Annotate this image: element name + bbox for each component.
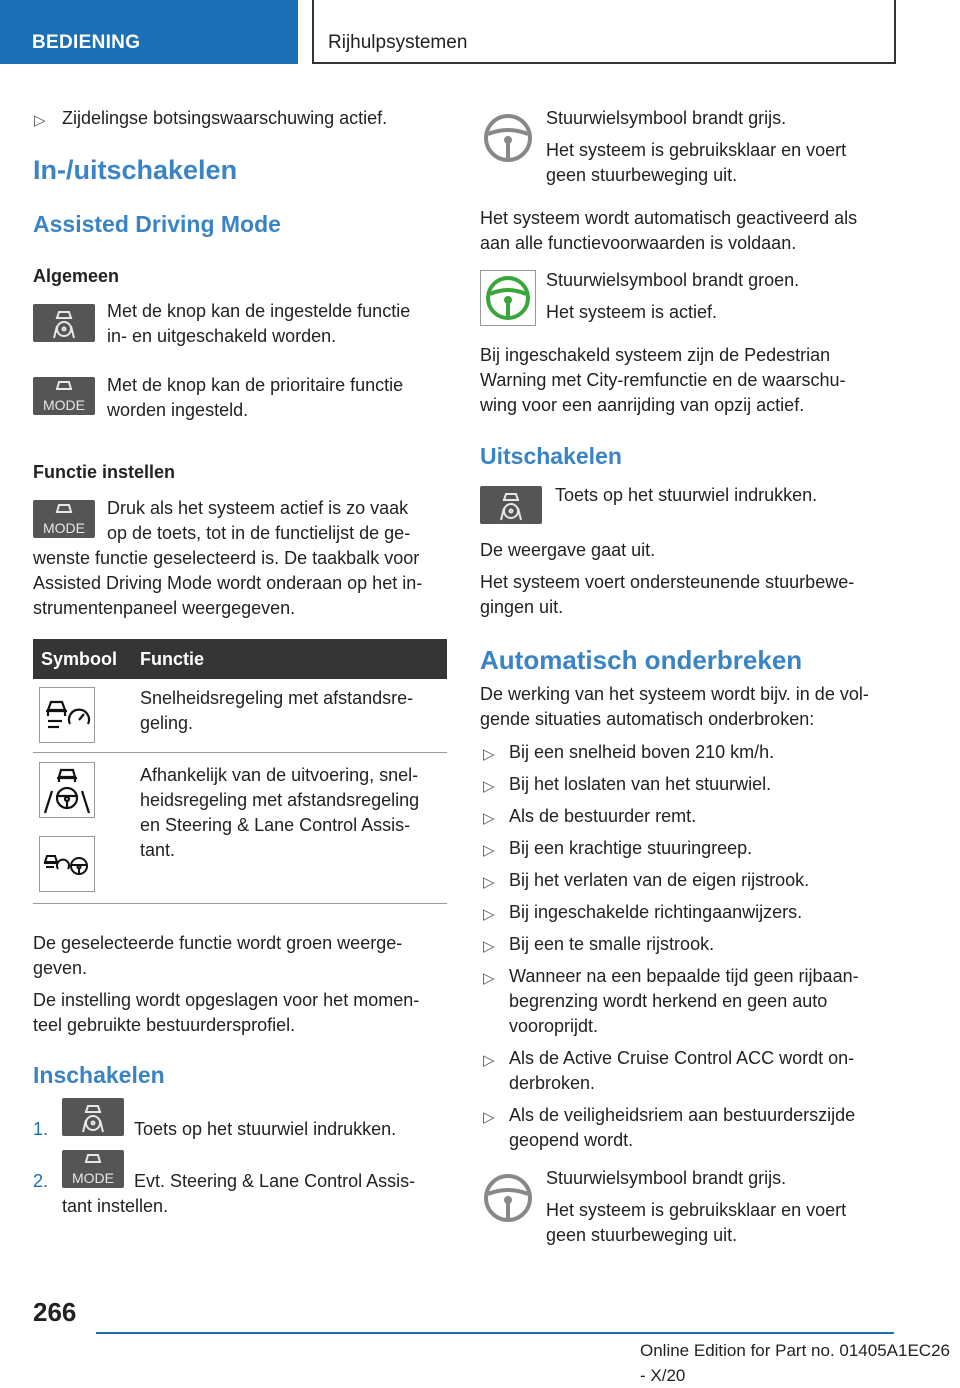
step2-text-line2: tant instellen.: [62, 1196, 169, 1216]
grey1-text-line1: Stuurwielsymbool brandt grijs.: [546, 108, 787, 128]
row2-text-line4: tant.: [140, 840, 176, 860]
steer-text-line2: gingen uit.: [480, 597, 564, 617]
list-item: begrenzing wordt herkend en geen auto: [509, 991, 828, 1011]
assist-button-icon: [33, 304, 95, 342]
table-header: [33, 639, 447, 679]
interrupt-text-line2: gende situaties automatisch onderbroken:: [480, 709, 815, 729]
saved-text-line2: teel gebruikte bestuurdersprofiel.: [33, 1015, 296, 1035]
list-item: vooroprijdt.: [509, 1016, 599, 1036]
mode-button-icon: [62, 1150, 124, 1188]
list-item: Wanneer na een bepaalde tijd geen rijbaan-: [509, 966, 859, 986]
grey1-text-line2: Het systeem is gebruiksklaar en voert: [546, 140, 847, 160]
green-text-line1: Stuurwielsymbool brandt groen.: [546, 270, 800, 290]
button2-text-line2: worden ingesteld.: [107, 400, 249, 420]
bullet-icon: ▷: [483, 1109, 495, 1126]
list-item: Bij het verlaten van de eigen rijstrook.: [509, 870, 810, 890]
assist-button-icon: [480, 486, 542, 524]
heading-uitschakelen: Uitschakelen: [480, 443, 622, 469]
step1-text: Toets op het stuurwiel indrukken.: [134, 1119, 397, 1139]
list-item: Bij een snelheid boven 210 km/h.: [509, 742, 775, 762]
set-text-line1: Druk als het systeem actief is zo vaak: [107, 498, 409, 518]
button2-text-line1: Met de knop kan de prioritaire functie: [107, 375, 404, 395]
green-text-line2: geven.: [33, 958, 88, 978]
green-text-line2: Het systeem is actief.: [546, 302, 718, 322]
list-item: Bij een te smalle rijstrook.: [509, 934, 715, 954]
display-off-text: De weergave gaat uit.: [480, 540, 656, 560]
mode-label: MODE: [43, 397, 85, 413]
grey1-text-line3: geen stuurbeweging uit.: [546, 165, 738, 185]
list-item: derbroken.: [509, 1073, 596, 1093]
page-header: [0, 0, 960, 66]
saved-text-line1: De instelling wordt opgeslagen voor het momen-: [33, 990, 420, 1010]
bullet-icon: ▷: [483, 746, 495, 763]
bullet-icon: ▷: [483, 778, 495, 795]
heading-assisted-driving-mode: Assisted Driving Mode: [33, 211, 281, 237]
button1-text-line1: Met de knop kan de ingestelde functie: [107, 301, 411, 321]
steering-assist-symbol-icon: [39, 762, 95, 818]
footer-rule: [96, 1332, 894, 1334]
interrupt-text-line1: De werking van het systeem wordt bijv. in de vol-: [480, 684, 869, 704]
set-text-line5: strumentenpaneel weergegeven.: [33, 598, 296, 618]
green-text-line1: De geselecteerde functie wordt groen weerge-: [33, 933, 403, 953]
bullet-icon: ▷: [483, 938, 495, 955]
set-text-line3: wenste functie geselecteerd is. De taakbalk voor: [33, 548, 420, 568]
heading-inschakelen: Inschakelen: [33, 1062, 165, 1088]
off-text: Toets op het stuurwiel indrukken.: [555, 485, 818, 505]
col-symbol-header: Symbool: [41, 649, 118, 669]
row1-text-line1: Snelheidsregeling met afstandsre-: [140, 688, 414, 708]
bullet-icon: ▷: [483, 810, 495, 827]
bullet-icon: ▷: [483, 906, 495, 923]
mode-label: MODE: [43, 520, 85, 536]
chapter-title: Rijhulpsystemen: [312, 0, 896, 64]
row2-text-line2: heidsregeling met afstandsregeling: [140, 790, 420, 810]
grey2-text-line2: Het systeem is gebruiksklaar en voert: [546, 1200, 847, 1220]
step2-number: 2.: [33, 1171, 49, 1191]
mode-button-icon: [33, 377, 95, 415]
list-item: Bij het loslaten van het stuurwiel.: [509, 774, 772, 794]
bullet-icon: ▷: [483, 842, 495, 859]
list-item: Als de veiligheidsriem aan bestuurderszijde: [509, 1105, 856, 1125]
ped-text-line3: wing voor een aanrijding van opzij actief.: [480, 395, 805, 415]
subheading-functie-instellen: Functie instellen: [33, 462, 176, 482]
acc-symbol-icon: [39, 687, 95, 743]
grey2-text-line3: geen stuurbeweging uit.: [546, 1225, 738, 1245]
auto-text-line2: aan alle functievoorwaarden is voldaan.: [480, 233, 797, 253]
bullet-icon: ▷: [483, 1052, 495, 1069]
step1-number: 1.: [33, 1119, 49, 1139]
step2-text-line1: Evt. Steering & Lane Control Assis-: [134, 1171, 416, 1191]
ped-text-line2: Warning met City-remfunctie en de waarschu-: [480, 370, 846, 390]
heading-in-uitschakelen: In-/uitschakelen: [33, 155, 238, 185]
row2-text-line1: Afhankelijk van de uitvoering, snel-: [140, 765, 419, 785]
row2-text-line3: en Steering & Lane Control Assis-: [140, 815, 411, 835]
heading-automatisch-onderbreken: Automatisch onderbreken: [480, 645, 803, 675]
bullet-icon: ▷: [34, 112, 46, 129]
page-number: 266: [33, 1297, 77, 1327]
ped-text-line1: Bij ingeschakeld systeem zijn de Pedestrian: [480, 345, 831, 365]
steering-wheel-grey-icon: [480, 1170, 536, 1226]
auto-text-line1: Het systeem wordt automatisch geactiveerd als: [480, 208, 858, 228]
table-divider: [33, 752, 447, 753]
list-item: Als de Active Cruise Control ACC wordt on-: [509, 1048, 855, 1068]
table-bottom-rule: [33, 903, 447, 904]
mode-button-icon: [33, 500, 95, 538]
grey2-text-line1: Stuurwielsymbool brandt grijs.: [546, 1168, 787, 1188]
steer-text-line1: Het systeem voert ondersteunende stuurbewe-: [480, 572, 855, 592]
steering-wheel-grey-icon: [480, 110, 536, 166]
footer-edition: Online Edition for Part no. 01405A1EC26 - X/20: [640, 1341, 950, 1385]
list-item: Bij een krachtige stuuringreep.: [509, 838, 753, 858]
set-text-line2: op de toets, tot in de functielijst de ge-: [107, 523, 411, 543]
set-text-line4: Assisted Driving Mode wordt onderaan op het in-: [33, 573, 423, 593]
bullet-icon: ▷: [483, 970, 495, 987]
subheading-algemeen: Algemeen: [33, 266, 120, 286]
list-item: geopend wordt.: [509, 1130, 634, 1150]
list-item: Bij ingeschakelde richtingaanwijzers.: [509, 902, 803, 922]
bullet-icon: ▷: [483, 874, 495, 891]
steering-wheel-green-icon: [480, 270, 536, 326]
col-function-header: Functie: [140, 649, 205, 669]
bullet-text: Zijdelingse botsingswaarschuwing actief.: [62, 108, 388, 128]
row1-text-line2: geling.: [140, 713, 194, 733]
list-item: Als de bestuurder remt.: [509, 806, 697, 826]
mode-label: MODE: [72, 1170, 114, 1186]
assist-button-icon: [62, 1098, 124, 1136]
button1-text-line2: in- en uitgeschakeld worden.: [107, 326, 337, 346]
acc-steering-symbol-icon: [39, 836, 95, 892]
section-tab: BEDIENING: [0, 0, 298, 64]
